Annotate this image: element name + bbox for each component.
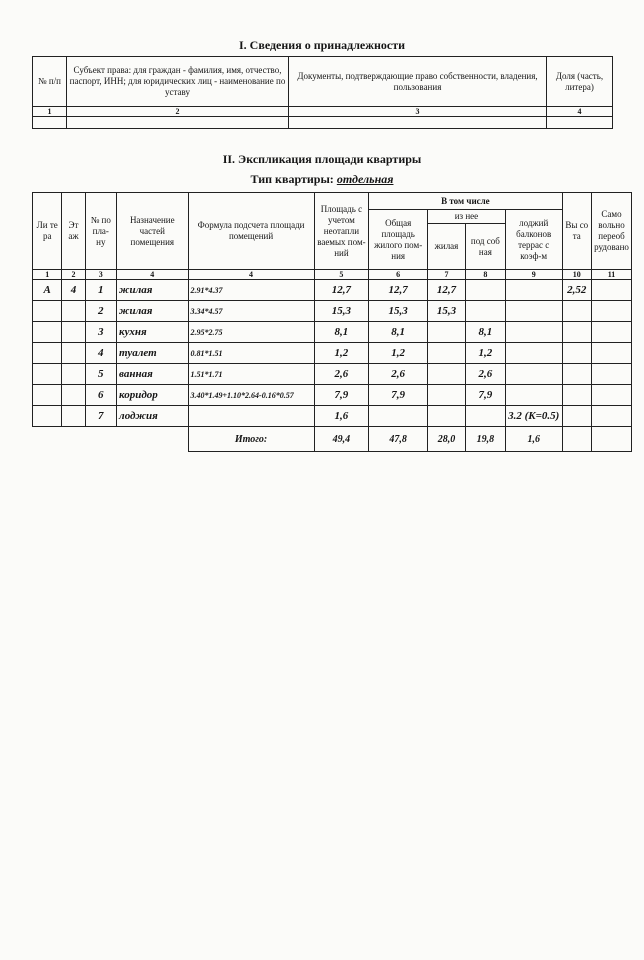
cell-floor: 4	[62, 280, 85, 301]
cell-living-total	[369, 406, 428, 427]
cell-litera: А	[33, 280, 62, 301]
empty-cell	[547, 117, 613, 129]
total-balcony: 1,6	[505, 427, 562, 452]
cell-living	[428, 385, 466, 406]
header-formula: Формула подсчета площади помещений	[188, 193, 314, 270]
cell-illegal	[592, 406, 632, 427]
cell-balcony: 3.2 (K=0.5)	[505, 406, 562, 427]
col-number: 10	[562, 270, 591, 280]
header-including: В том числе	[369, 193, 562, 210]
table-row	[33, 385, 632, 406]
col-number: 3	[85, 270, 117, 280]
cell-area: 12,7	[314, 280, 369, 301]
cell-plan-no: 6	[85, 385, 117, 406]
col-number: 8	[465, 270, 505, 280]
header-area-total: Площадь с учетом неотапли ваемых пом-ний	[314, 193, 369, 270]
cell-purpose: кухня	[117, 322, 188, 343]
cell-litera	[33, 385, 62, 406]
cell-purpose: туалет	[117, 343, 188, 364]
cell-plan-no: 4	[85, 343, 117, 364]
cell-illegal	[592, 385, 632, 406]
cell-purpose: лоджия	[117, 406, 188, 427]
total-area: 49,4	[314, 427, 369, 452]
cell-living	[428, 406, 466, 427]
cell-living-total: 2,6	[369, 364, 428, 385]
cell-area: 7,9	[314, 385, 369, 406]
empty-cell	[33, 117, 67, 129]
cell-plan-no: 1	[85, 280, 117, 301]
cell-area: 1,6	[314, 406, 369, 427]
cell-aux: 1,2	[465, 343, 505, 364]
cell-aux	[465, 301, 505, 322]
col-number: 2	[62, 270, 85, 280]
total-living-total: 47,8	[369, 427, 428, 452]
cell-height: 2,52	[562, 280, 591, 301]
col-number: 7	[428, 270, 466, 280]
cell-illegal	[592, 280, 632, 301]
cell-balcony	[505, 280, 562, 301]
ownership-table	[32, 56, 613, 129]
col-number: 6	[369, 270, 428, 280]
cell-litera	[33, 301, 62, 322]
col-number: 1	[33, 270, 62, 280]
table-row	[33, 364, 632, 385]
header-of-which: из нее	[428, 210, 506, 224]
header-illegal: Само вольно переоб рудовано	[592, 193, 632, 270]
header-purpose: Назначение частей помещения	[117, 193, 188, 270]
cell-purpose: ванная	[117, 364, 188, 385]
empty-cell	[85, 427, 117, 452]
cell-height	[562, 364, 591, 385]
header-height: Вы со та	[562, 193, 591, 270]
cell-living-total: 1,2	[369, 343, 428, 364]
cell-plan-no: 5	[85, 364, 117, 385]
cell-formula: 2.95*2.75	[188, 322, 314, 343]
cell-aux: 7,9	[465, 385, 505, 406]
cell-plan-no: 3	[85, 322, 117, 343]
total-living: 28,0	[428, 427, 466, 452]
cell-floor	[62, 322, 85, 343]
cell-balcony	[505, 322, 562, 343]
cell-balcony	[505, 385, 562, 406]
header-no: № п/п	[33, 57, 67, 107]
cell-formula: 3.40*1.49+1.10*2.64-0.16*0.57	[188, 385, 314, 406]
cell-formula: 0.81*1.51	[188, 343, 314, 364]
empty-cell	[62, 427, 85, 452]
header-balcony: лоджий балконов террас с коэф-м	[505, 210, 562, 270]
empty-cell	[562, 427, 591, 452]
cell-formula: 3.34*4.57	[188, 301, 314, 322]
cell-purpose: жилая	[117, 280, 188, 301]
cell-litera	[33, 343, 62, 364]
col-number: 9	[505, 270, 562, 280]
apartment-type-label: Тип квартиры:	[250, 172, 334, 186]
cell-height	[562, 301, 591, 322]
cell-purpose: жилая	[117, 301, 188, 322]
header-floor: Эт аж	[62, 193, 85, 270]
area-explication-table	[32, 192, 632, 452]
cell-formula: 1.51*1.71	[188, 364, 314, 385]
cell-illegal	[592, 322, 632, 343]
table-row	[33, 322, 632, 343]
cell-floor	[62, 343, 85, 364]
cell-illegal	[592, 343, 632, 364]
header-litera: Ли те ра	[33, 193, 62, 270]
cell-litera	[33, 364, 62, 385]
cell-formula: 2.91*4.37	[188, 280, 314, 301]
total-label: Итого:	[188, 427, 314, 452]
cell-aux	[465, 406, 505, 427]
cell-litera	[33, 322, 62, 343]
cell-floor	[62, 301, 85, 322]
cell-floor	[62, 406, 85, 427]
table-row	[33, 343, 632, 364]
col-number: 3	[289, 107, 547, 117]
empty-cell	[289, 117, 547, 129]
empty-cell	[117, 427, 188, 452]
cell-purpose: коридор	[117, 385, 188, 406]
cell-illegal	[592, 364, 632, 385]
total-aux: 19,8	[465, 427, 505, 452]
cell-living: 12,7	[428, 280, 466, 301]
total-row	[33, 427, 632, 452]
header-living-total: Общая площадь жилого пом-ния	[369, 210, 428, 270]
header-share: Доля (часть, литера)	[547, 57, 613, 107]
empty-cell	[33, 427, 62, 452]
col-number: 5	[314, 270, 369, 280]
cell-area: 15,3	[314, 301, 369, 322]
cell-living	[428, 364, 466, 385]
apartment-type	[0, 172, 644, 187]
cell-balcony	[505, 301, 562, 322]
cell-living-total: 8,1	[369, 322, 428, 343]
cell-aux: 8,1	[465, 322, 505, 343]
table-row	[33, 406, 632, 427]
cell-aux	[465, 280, 505, 301]
cell-height	[562, 385, 591, 406]
cell-aux: 2,6	[465, 364, 505, 385]
table-row	[33, 301, 632, 322]
cell-living-total: 12,7	[369, 280, 428, 301]
cell-living-total: 15,3	[369, 301, 428, 322]
cell-balcony	[505, 343, 562, 364]
table-row	[33, 280, 632, 301]
header-plan-no: № по пла- ну	[85, 193, 117, 270]
col-number: 4	[547, 107, 613, 117]
col-number: 11	[592, 270, 632, 280]
cell-floor	[62, 385, 85, 406]
empty-cell	[592, 427, 632, 452]
header-documents: Документы, подтверждающие право собственности, владения, пользования	[289, 57, 547, 107]
col-number: 2	[67, 107, 289, 117]
cell-area: 2,6	[314, 364, 369, 385]
section2-title: II. Экспликация площади квартиры	[222, 152, 422, 166]
header-living: жилая	[428, 224, 466, 270]
col-number: 4	[188, 270, 314, 280]
cell-plan-no: 2	[85, 301, 117, 322]
cell-illegal	[592, 301, 632, 322]
cell-area: 1,2	[314, 343, 369, 364]
section1-title: I. Сведения о принадлежности	[239, 38, 405, 52]
cell-area: 8,1	[314, 322, 369, 343]
col-number: 1	[33, 107, 67, 117]
empty-cell	[67, 117, 289, 129]
cell-balcony	[505, 364, 562, 385]
cell-litera	[33, 406, 62, 427]
cell-height	[562, 406, 591, 427]
apartment-type-value: отдельная	[336, 172, 394, 186]
header-aux: под соб ная	[465, 224, 505, 270]
header-subject: Субъект права: для граждан - фамилия, имя, отчество, паспорт, ИНН; для юридических лиц - наименование по уставу	[67, 57, 289, 107]
cell-living	[428, 343, 466, 364]
cell-formula	[188, 406, 314, 427]
cell-living-total: 7,9	[369, 385, 428, 406]
cell-living	[428, 322, 466, 343]
cell-plan-no: 7	[85, 406, 117, 427]
col-number: 4	[117, 270, 188, 280]
cell-height	[562, 343, 591, 364]
cell-height	[562, 322, 591, 343]
cell-floor	[62, 364, 85, 385]
cell-living: 15,3	[428, 301, 466, 322]
